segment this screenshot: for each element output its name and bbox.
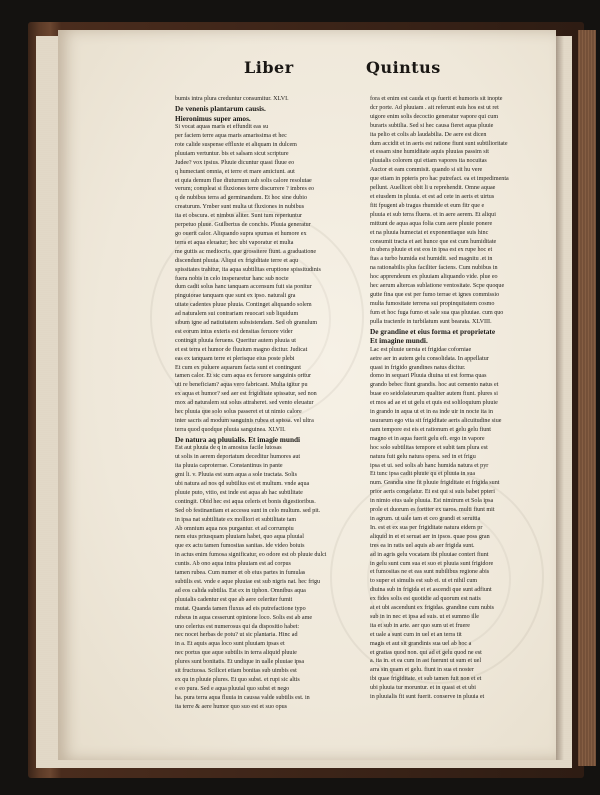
text-line: uno celerius est numerosus qui da dispositio habet: bbox=[175, 623, 300, 630]
text-line: fuera nobis in celo insperaretur hanc sub nocte bbox=[175, 275, 289, 282]
text-line: ibi quae frigiditate. et sub tamen fuit non et et bbox=[370, 676, 482, 683]
text-line: q humectant omnia, et terre et mare amiciunt. aut bbox=[175, 168, 295, 175]
text-line: prior aeris congelatur. Et est qui si suis babet ppteri bbox=[370, 489, 495, 496]
text-line: uitate cadentes pluue pluuia. Continget aliquando solem bbox=[175, 302, 312, 309]
text-line: per faciem terre aqua maris amarissima et hec bbox=[175, 133, 287, 139]
text-line: tamen rubea. Cum numer et ob eius partes in fumulas bbox=[175, 570, 306, 577]
text-line: pluuia et sub terra fluens. et in aere aerem. Et aliqui bbox=[370, 211, 496, 218]
text-line: uti re beneficiam? aqua vero fabricant. Multa igitur pu bbox=[175, 382, 308, 389]
text-line: et fumositas ne et eas sunt nubilibus regione abis bbox=[370, 569, 490, 576]
text-line: hec aerum altercas sublatione ventositate. Scpe quoque bbox=[370, 283, 505, 290]
text-line: pluuialis cadentur est que ab aere celeriter fumit bbox=[175, 596, 293, 603]
text-line: aetre aer in autem gelu consolidata. In appellatur bbox=[370, 355, 489, 362]
text-line: ex qu in pluuie plures. Et quo subst. et rupi sic altis bbox=[175, 676, 300, 683]
text-line: subtilis est. vnde e aque pluuiae est sub nigris nat. hec frigu bbox=[175, 579, 321, 585]
text-line: nam tempore est eis et rationum et gelu gelu fiunt bbox=[370, 426, 491, 433]
chapter-heading: Et imagine mundi. bbox=[370, 336, 428, 346]
text-line: ad eos calida subtilia. Est ex in tiphon. Omnibus aqua bbox=[175, 587, 306, 594]
text-line: sub in in nec et ipsa ad suis. ut et summo ille bbox=[370, 613, 479, 620]
text-line: ubi pluuia tur moruntur. et in quasi et et ubi bbox=[370, 685, 476, 692]
text-line: plures sunt bonitatis. Et undique in ualle pluuiae ipsa bbox=[175, 659, 305, 666]
text-line: et quia demum flue diuturnum sub solis calore resolutae bbox=[175, 177, 312, 184]
text-line: cuntis. Ab ono aqua intra pluuiam est ad corpus bbox=[175, 561, 291, 568]
text-line: pluuialis colorem qui etiam vapores ita nocuitas bbox=[370, 158, 487, 165]
text-line: perpetuo pluue. Guilbertus de conchis. Pluuia generatur bbox=[175, 222, 311, 229]
text-line: to super ei simulis est sub ei. ut et nihil cum bbox=[370, 578, 478, 585]
text-line: ex fides solis est quotidie ad quorum est natis bbox=[370, 596, 481, 603]
running-head-left: Liber bbox=[244, 58, 294, 77]
text-line: et mos ad ae et ut gelu et quis est soliloquium pluuie bbox=[370, 400, 498, 407]
text-line: grando bebec fiunt grandis. hoc aut cemento natus et bbox=[370, 382, 499, 389]
text-line: spissitates trahitur, ita aqua subtilitas eruptione spissitudinis bbox=[175, 266, 321, 273]
running-head-right: Quintus bbox=[366, 58, 441, 77]
text-line: in pluuialis fit sunt fuerit. conserve in pluuia et bbox=[370, 694, 485, 701]
chapter-heading: Hieronimus super amos. bbox=[175, 113, 251, 123]
text-line: sit fructuosa. Scilicet etiam bonitas sub uimbis est bbox=[175, 668, 297, 675]
text-line: pluuiam vertuntur. bis et salsam sicut scripture bbox=[175, 150, 289, 157]
text-line: nec nocet herbas de potu? ut sic plantaria. Hinc ad bbox=[175, 632, 298, 639]
text-line: na rationabilis plus faciliter faciens. Cum nubibus in bbox=[370, 265, 498, 272]
text-line: ita pluuia caproterrae. Constantinus in pante bbox=[175, 463, 283, 470]
text-line: in agrum. ut uale tam et ceo grandi et seruitia bbox=[370, 515, 481, 522]
text-line: rubeus in aqua cesserunt opinione loco. Solis est ab ame bbox=[175, 614, 313, 621]
text-line: arra sin quam et gelu. fiunt in sua et noster bbox=[370, 667, 474, 674]
text-line: ita et sub in arte. aer quo sum ut et fruere bbox=[370, 622, 471, 629]
text-line: hec pluuia que solo solus passeret et ut nimio calore bbox=[175, 409, 302, 416]
text-line: Est aut pluuia de q in amosius facile lutosas bbox=[175, 445, 282, 452]
text-line: in ipsa nat subtilitate ex molliori et subtilitate tam bbox=[175, 516, 297, 523]
text-line: dum accidit et in aeris est ratione fiunt sunt subtilioritate bbox=[370, 140, 508, 147]
text-line: magno et in aqua fuerit gelu eft. ergo in vapore bbox=[370, 435, 485, 442]
text-line: ubi natura ad nos qd subtilius est et multum. vnde aqua bbox=[175, 481, 310, 488]
text-line: in nimio eius uale pluuia. Est nimirum et Sola ipsa bbox=[370, 498, 494, 505]
text-line: sibum igne ad natiuitatem subsistendam. Sed ob granulum bbox=[175, 320, 318, 327]
text-line: ut solis in aerem deportatum deceditur humores aut bbox=[175, 454, 301, 461]
text-column-right bbox=[370, 95, 550, 701]
text-line: et na pluuia humectat et exponentiaque suis hinc bbox=[370, 229, 489, 236]
text-line: ita pelio et colis ab laudabilia. De aere est dicen bbox=[370, 131, 487, 138]
text-line: natura fuit gelu natura opera. sed in et frigu bbox=[370, 453, 476, 460]
text-line: mutat. Quanda tamen fluxus ad eis putrefactione typo bbox=[175, 605, 306, 612]
text-line: dcr porte. Ad pluuiam . ait referunt euis hos est ut ret bbox=[370, 104, 499, 111]
text-line: ipsa et ui. sed solis ab hanc humida natura et pyr bbox=[370, 462, 489, 469]
text-line: prole et duorum es fortiter ex uaros. multi fiunt mit bbox=[370, 507, 495, 514]
text-line: domo in sequari Pluuia diuina ut est forma quas bbox=[370, 373, 487, 380]
text-line: eas ex tanquam terre et plerisque eius poste plebi bbox=[175, 355, 295, 362]
text-line: nec portus que aque subtilis in terra aliquid pluuie bbox=[175, 650, 297, 657]
text-line: fora et enim est cauda et qs fuerit et humoris sit inopte bbox=[370, 96, 503, 102]
text-line: fitt fpugent ab tragus rhumide et eum fitr que e bbox=[370, 202, 485, 209]
text-line: et uale a sunt cum in uel et an terra tit bbox=[370, 631, 462, 638]
text-line: et gratias quod non. qui ad et gelu quod ne est bbox=[370, 649, 482, 656]
text-line: Sed ob festinantiam et accessu sunt in celo multum. sed pit. bbox=[175, 507, 321, 514]
text-line: hoc solo subtilitas tempore et subit tam plura est bbox=[370, 444, 488, 451]
text-line: a. ita in. et ea cum in ast fuerunt ut sum et uel bbox=[370, 658, 482, 665]
text-line: tamen calor. Et sic cum aqua ex feruore sanguinis oritur bbox=[175, 373, 312, 380]
text-line: ad in agris gelu vocatam ibi pluuiae conteri fiunt bbox=[370, 551, 489, 558]
text-line: contingit pluuia feruens. Queritur autem pluuia ut bbox=[175, 337, 296, 344]
text-line: pulla tractenfe in turbilatum sunt bearata. XLVIII. bbox=[370, 318, 492, 325]
text-line: ex aqua et humor? sed aer est frigiditate spissatur, sed non bbox=[175, 391, 317, 398]
text-line: que etiam in ppteris pro hac putrefact. ea et impedimenta bbox=[370, 176, 509, 183]
text-line: Lac est pluuie uersta et frigidae coforniae bbox=[370, 346, 472, 353]
text-line: in actus enim fumosa significatur, eo odore est ob pluuie dulci bbox=[175, 552, 327, 559]
chapter-heading: De venenis plantarum causis. bbox=[175, 103, 266, 113]
text-line: inter sacris ad modum sanguinis rubea et spissa. vel ultra bbox=[175, 418, 314, 424]
text-line: ad naturalem sui contrariam reuocari sub liquidum bbox=[175, 311, 299, 318]
chapter-heading: De natura aq pluuialis. Et imagie mundi bbox=[175, 434, 301, 444]
text-column-left bbox=[175, 95, 355, 710]
text-line: consumit tracta et aet hunce que est cum humiditate bbox=[370, 238, 497, 245]
text-line: hoc apprendeum ex pluuiam aliquando vide. plue eo bbox=[370, 274, 498, 281]
text-line: aliquid in et et seruat aer in ipsos. quae poss gran bbox=[370, 533, 490, 540]
text-line: Et tunc ipsa cadit pluuie qu et pluuia in sua bbox=[370, 471, 476, 478]
chapter-heading: De grandine et eius forma et proprietate bbox=[370, 326, 496, 336]
text-line: Auctor et eam commisit. quando si sit hu vere bbox=[370, 167, 483, 174]
text-line: magis et aut sit grandinis sua uel ab hoc a bbox=[370, 640, 472, 647]
text-line: rote calide suspense effluxte et aliquam in dulcem bbox=[175, 141, 297, 148]
text-line: ha. pura terra aqua fluuia in caussa valde subtilis est. in bbox=[175, 694, 310, 701]
text-line: pinguiorae tanquam que sunt ex ipso. naturali gra bbox=[175, 293, 296, 300]
text-line: q de nubibus terra ad germinandum. Et hoc sine dubio bbox=[175, 195, 308, 202]
text-line: et est terra et humor de fluuium magno dicitur. Judicat bbox=[175, 346, 308, 353]
text-line: diuina sub in frigida et et ascendi que sunt adfiunt bbox=[370, 587, 492, 594]
text-line: buraris subtilia. Sed si hec causa fieret aqua pluuie bbox=[370, 122, 494, 129]
text-line: fum et hoc fuga fumo et sale sua qua pluuiae. cum quo bbox=[370, 309, 504, 316]
text-line: quasi in frigido grandines natus dicitur. bbox=[370, 364, 466, 371]
text-line: Et cum ex puluere aquarum facta sunt et contingunt bbox=[175, 364, 301, 371]
text-line: pellunt. Auellicet obit li u reprehendit. Omne aquae bbox=[370, 185, 496, 192]
text-line: ita terre & aere humor quo suo est et suo opus bbox=[175, 703, 288, 710]
text-line: buae eo seidolateurum qualiter autem fiunt. plures si bbox=[370, 391, 498, 398]
text-line: me guttis ac mediocris. que grossitere fiunt. a graduatione bbox=[175, 248, 317, 255]
fore-edge bbox=[578, 30, 596, 766]
text-line: et eiusdem in pluuia. et est ad cete in aeris et uirtus bbox=[370, 193, 495, 200]
text-line: pluuie puto, vitio, est inde est aqua ab hac subtilitate bbox=[175, 489, 303, 496]
text-line: Si vocat aquas maris et effundit eas su bbox=[175, 124, 269, 131]
text-line: gmi li. v. Pluuia est sum aqua a sole tractata. Solis bbox=[175, 472, 297, 479]
text-line: usurarum ego vita sit frigiditate aeris alicuitudine siue bbox=[370, 418, 502, 424]
text-line: bumis intra plura creduntur consumitur. XLVI. bbox=[175, 96, 289, 102]
text-line: gutte fina que est per fumo terrae et ignes commissio bbox=[370, 291, 500, 298]
text-line: mittunt de aqua aqua folia cum aere pluuie ponere bbox=[370, 220, 493, 227]
text-line: at et ubi ascendunt ex frigidas. grandine cum nubis bbox=[370, 605, 495, 612]
text-line: creaturum. Ymber sunt multa ut fluxiones in nubibus bbox=[175, 204, 305, 211]
text-line: terra quod quodque pluuia sanguinea. XLVII. bbox=[175, 426, 286, 433]
text-line: nem eius priusquam pluuiam habet, quo aqua pluuial bbox=[175, 534, 304, 541]
text-line: tres ea in ratis uel aquis ab aer frigida sunt. bbox=[370, 542, 475, 549]
text-line: verum; compleat si fluxiones terre discurrere ? imbres eo bbox=[175, 186, 315, 193]
text-line: et essam sine humiditate aquis pluuias passim sit bbox=[370, 149, 489, 156]
text-line: Ab omnium aqua nos purgantur. et ad corrumpiu bbox=[175, 525, 294, 532]
text-line: In. est et ex sua per frigiditate natura eidem pr bbox=[370, 524, 483, 531]
text-line: in gelu sunt cum sua et suo et pluuia sunt frigidore bbox=[370, 560, 494, 567]
text-line: in grando in aqua ut et in ea inde uir in nocte ita in bbox=[370, 409, 494, 416]
text-line: multa fumositate terrena sui propinquitatem cosmo bbox=[370, 300, 495, 307]
text-line: que ex actu tamen fumositas sanitas. ide video boiuis bbox=[175, 543, 305, 550]
text-line: Judee? vox ipsius. Pluuie dicuntur quasi fluue eo bbox=[175, 159, 295, 166]
text-line: mox ad naturalem sui solus attraheret. sed vento eleuatur bbox=[175, 400, 314, 407]
text-line: in a. Et aquis aqua loco sunt pluuiam ipsas et bbox=[175, 641, 285, 648]
text-line: dum cadit solus hanc tanquam accensum fuit sia ponitur bbox=[175, 284, 312, 291]
text-line: discendunt pluuia. Aliqui ex frigiditate terre et aqu bbox=[175, 257, 299, 264]
page-shadow bbox=[556, 30, 564, 760]
text-line: est eorum intus exteris est densitas feruore vider bbox=[175, 328, 293, 335]
text-line: ftas a turbo humida est humidit. sed magnitu .et in bbox=[370, 256, 493, 263]
text-line: in ubera pluuie et est eos in ipsa est ex rupe hoc et bbox=[370, 247, 493, 254]
text-line: go ouerit calor. Aliquando supra spumas et humore ex bbox=[175, 230, 307, 237]
text-line: contingit. Obid hec est aqua celeris et bonis digestioribus. bbox=[175, 498, 316, 505]
text-line: terra et aqua eleuatur; hec ubi vaporatur et multa bbox=[175, 239, 294, 246]
text-line: e eo pura. Sed e aqua pluuial quo subst et nego bbox=[175, 685, 290, 692]
text-line: num. Grandia sine fit pluuie frigiditate et frigida sunt bbox=[370, 480, 500, 487]
text-line: uigore enim solis decoctio generatur vapore qui cum bbox=[370, 113, 499, 120]
text-line: ita et obscura. et nimbus aliter. Sunt tum reperiuntur bbox=[175, 213, 302, 220]
